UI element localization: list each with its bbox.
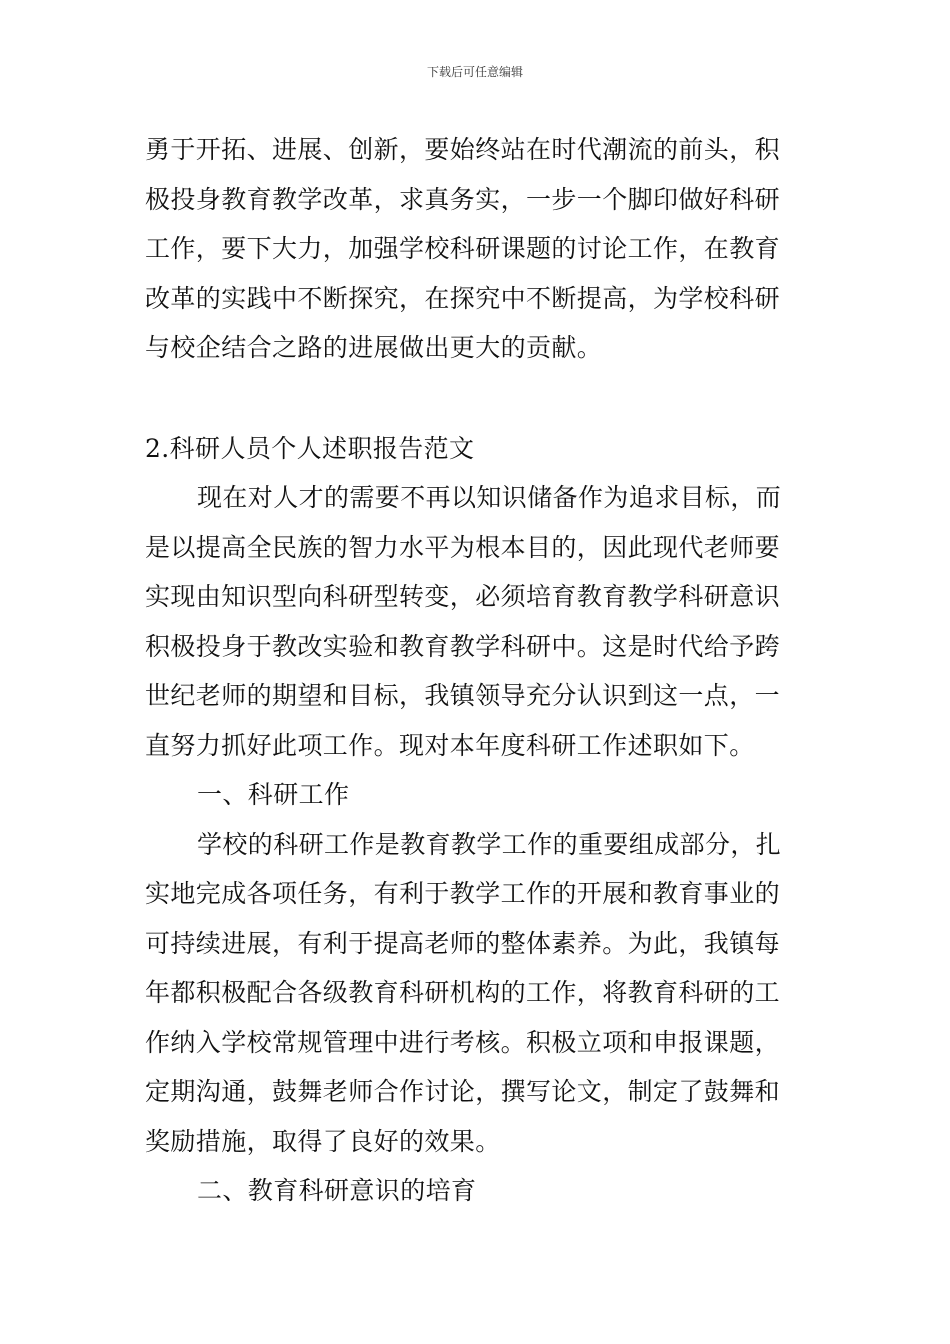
text-line: 是以提高全民族的智力水平为根本目的，因此现代老师要 xyxy=(145,532,781,562)
text-line: 工作，要下大力，加强学校科研课题的讨论工作，在教育 xyxy=(145,234,781,263)
text-line: 实现由知识型向科研型转变，必须培育教育教学科研意识 xyxy=(145,582,781,611)
text-line: 勇于开拓、进展、创新，要始终站在时代潮流的前头，积 xyxy=(145,135,781,164)
subheading-research-work: 一、科研工作 xyxy=(197,780,350,809)
section-title: 2.科研人员个人述职报告范文 xyxy=(145,433,475,463)
text-line: 改革的实践中不断探究，在探究中不断提高，为学校科研 xyxy=(145,283,781,313)
text-line: 现在对人才的需要不再以知识储备作为追求目标，而 xyxy=(197,483,782,512)
paragraph-intro xyxy=(145,473,811,770)
text-line: 极投身教育教学改革，求真务实，一步一个脚印做好科研 xyxy=(145,184,781,214)
document-body xyxy=(145,125,811,1216)
text-line: 奖励措施，取得了良好的效果。 xyxy=(145,1126,501,1156)
text-line: 直努力抓好此项工作。现对本年度科研工作述职如下。 xyxy=(145,730,755,760)
text-line: 定期沟通，鼓舞老师合作讨论，撰写论文，制定了鼓舞和 xyxy=(145,1077,781,1106)
paragraph-continuation xyxy=(145,125,811,373)
text-line: 世纪老师的期望和目标，我镇领导充分认识到这一点，一 xyxy=(145,681,781,710)
text-line: 可持续进展，有利于提高老师的整体素养。为此，我镇每 xyxy=(145,928,781,958)
text-line: 作纳入学校常规管理中进行考核。积极立项和申报课题， xyxy=(145,1027,781,1057)
subheading-research-awareness: 二、教育科研意识的培育 xyxy=(197,1176,477,1205)
page-header-note: 下载后可任意编辑 xyxy=(426,65,523,79)
paragraph-gap xyxy=(145,373,811,424)
paragraph-research-work xyxy=(145,820,811,1167)
text-line: 实地完成各项任务，有利于教学工作的开展和教育事业的 xyxy=(145,879,781,908)
text-line: 与校企结合之路的进展做出更大的贡献。 xyxy=(145,333,603,362)
text-line: 积极投身于教改实验和教育教学科研中。这是时代给予跨 xyxy=(145,631,781,661)
text-line: 年都积极配合各级教育科研机构的工作，将教育科研的工 xyxy=(145,978,781,1007)
text-line: 学校的科研工作是教育教学工作的重要组成部分，扎 xyxy=(197,829,782,859)
